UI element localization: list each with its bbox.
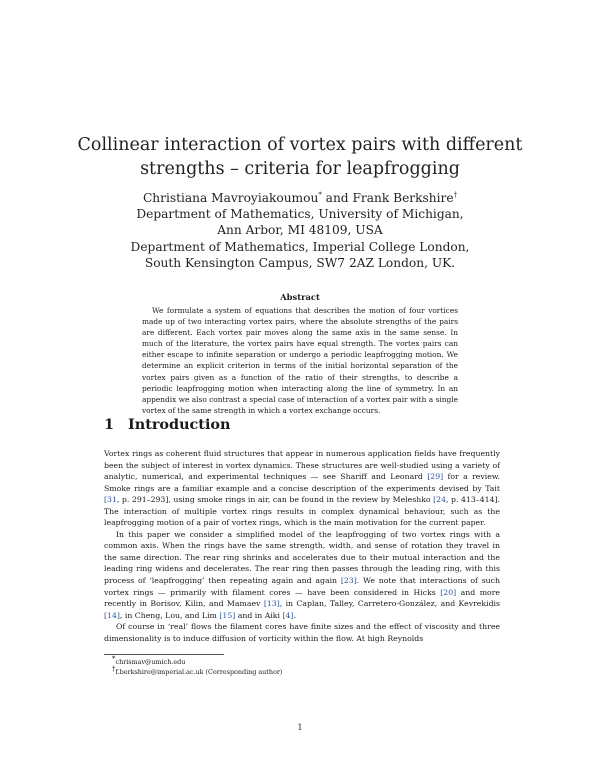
footnote-2 <box>112 664 283 677</box>
paragraph-2-text-c: and more recently in Borisov, Kilin, and Mamaev <box>104 587 501 609</box>
abstract-text: We formulate a system of equations that describes the motion of four vortices made up of two interacting vortex pairs, where the absolute strengths of the pairs are different. Each vortex pair moves along the same axis in the same sense. In much of the literature, the vortex pairs have equal strength. The vortex pairs can either escape to infinite separation or undergo a periodic leapfrogging motion. We determine an explicit criterion in terms of the initial horizontal separation of the vortex pairs given as a function of the ratio of their strengths, to describe a periodic leapfrogging motion when interacting along the line of symmetry. In an appendix we also contrast a special case of interaction of a vortex pair with a single vortex of the same strength in which a vortex exchange occurs. <box>142 306 458 415</box>
footnote-rule <box>104 654 224 655</box>
citation-link[interactable]: [4] <box>282 610 294 620</box>
author-names <box>60 190 540 206</box>
paper-title <box>60 133 540 181</box>
author-2-name: and Frank Berkshire <box>321 191 454 205</box>
author-block <box>60 190 540 271</box>
affiliation-2-line-1: Department of Mathematics, Imperial College London, <box>130 239 470 254</box>
paragraph-2-text-a: In this paper we consider a simplified model of the leapfrogging of two vortex rings with a common axis. When the rings have the same strength, width, and sense of rotation they travel in the same direction. The rear ring shrinks and accelerates due to their mutual interaction and the leading ring widens and decelerates. The rear ring then passes through the leading ring, with this process of ‘leapfrogging’ then repeating again and again <box>104 529 500 586</box>
body-text <box>104 448 500 644</box>
title-line-1: Collinear interaction of vortex pairs with different <box>77 135 523 155</box>
footnote-1-mark: * <box>112 654 116 663</box>
author-2-footnote-mark: † <box>453 190 458 199</box>
page-number: 1 <box>297 723 303 732</box>
affiliation-1-line-2: Ann Arbor, MI 48109, USA <box>217 223 383 238</box>
citation-link[interactable]: [20] <box>440 587 457 597</box>
paragraph-2 <box>104 529 500 621</box>
section-title: Introduction <box>128 416 231 433</box>
section-heading <box>104 416 230 433</box>
paragraph-1-text-c: , p. 291–293], using smoke rings in air, can be found in the review by Meleshko <box>116 495 434 505</box>
affiliation-2-line-2: South Kensington Campus, SW7 2AZ London, UK. <box>144 255 456 270</box>
footnote-1 <box>112 654 186 667</box>
citation-link[interactable]: [15] <box>219 610 236 620</box>
footnote-2-email[interactable]: f.berkshire@imperial.ac.uk (Corresponding author) <box>115 668 283 676</box>
citation-link[interactable]: [31 <box>104 495 117 505</box>
citation-link[interactable]: [14] <box>104 610 120 620</box>
paragraph-2-text-b: . We note that interactions of such vortex rings — primarily with filament cores — have been considered in Hicks <box>104 576 500 597</box>
author-1-name: Christiana Mavroyiakoumou <box>142 191 319 205</box>
paragraph-2-text-g: . <box>293 610 296 620</box>
paragraph-2-text-d: , in Caplan, Talley, Carretero-González, and Kevrekidis <box>279 599 500 609</box>
abstract-heading: Abstract <box>280 292 320 302</box>
citation-link[interactable]: [13] <box>263 599 280 609</box>
paragraph-2-text-f: and in Aiki <box>235 610 283 620</box>
abstract-body <box>142 305 458 416</box>
citation-link[interactable]: [23] <box>340 576 357 586</box>
paragraph-3: Of course in ‘real’ flows the filament cores have finite sizes and the effect of viscosity and three dimensionality is to induce diffusion of vorticity within the flow. At high Reynolds <box>104 622 500 643</box>
paragraph-1-text-d: , p. 413–414]. The interaction of multiple vortex rings results in complex dynamical behaviour, such as the leapfrogging motion of a pair of vortex rings, which is the main motivation for the current paper. <box>104 495 500 528</box>
section-number: 1 <box>104 416 115 433</box>
title-line-2: strengths – criteria for leapfrogging <box>140 159 460 179</box>
paragraph-2-text-e: , in Cheng, Lou, and Lim <box>119 610 220 620</box>
author-1-footnote-mark: * <box>318 190 322 199</box>
footnote-1-email[interactable]: chrismav@umich.edu <box>115 658 186 666</box>
paragraph-1 <box>104 448 500 529</box>
footnote-2-mark: † <box>112 664 116 673</box>
paragraph-1-text-a: Vortex rings as coherent fluid structures that appear in numerous application fields have frequently been the subject of interest in vortex dynamics. These structures are well-studied using a variety of analytic, numerical, and experimental techniques — see Shariff and Leonard <box>104 449 500 482</box>
paragraph-1-text-b: for a review. Smoke rings are a familiar example and a concise description of the experiments devised by Tait <box>104 472 500 493</box>
affiliation-1-line-1: Department of Mathematics, University of Michigan, <box>136 207 464 222</box>
citation-link[interactable]: [29] <box>427 472 444 482</box>
citation-link[interactable]: [24 <box>433 495 447 505</box>
